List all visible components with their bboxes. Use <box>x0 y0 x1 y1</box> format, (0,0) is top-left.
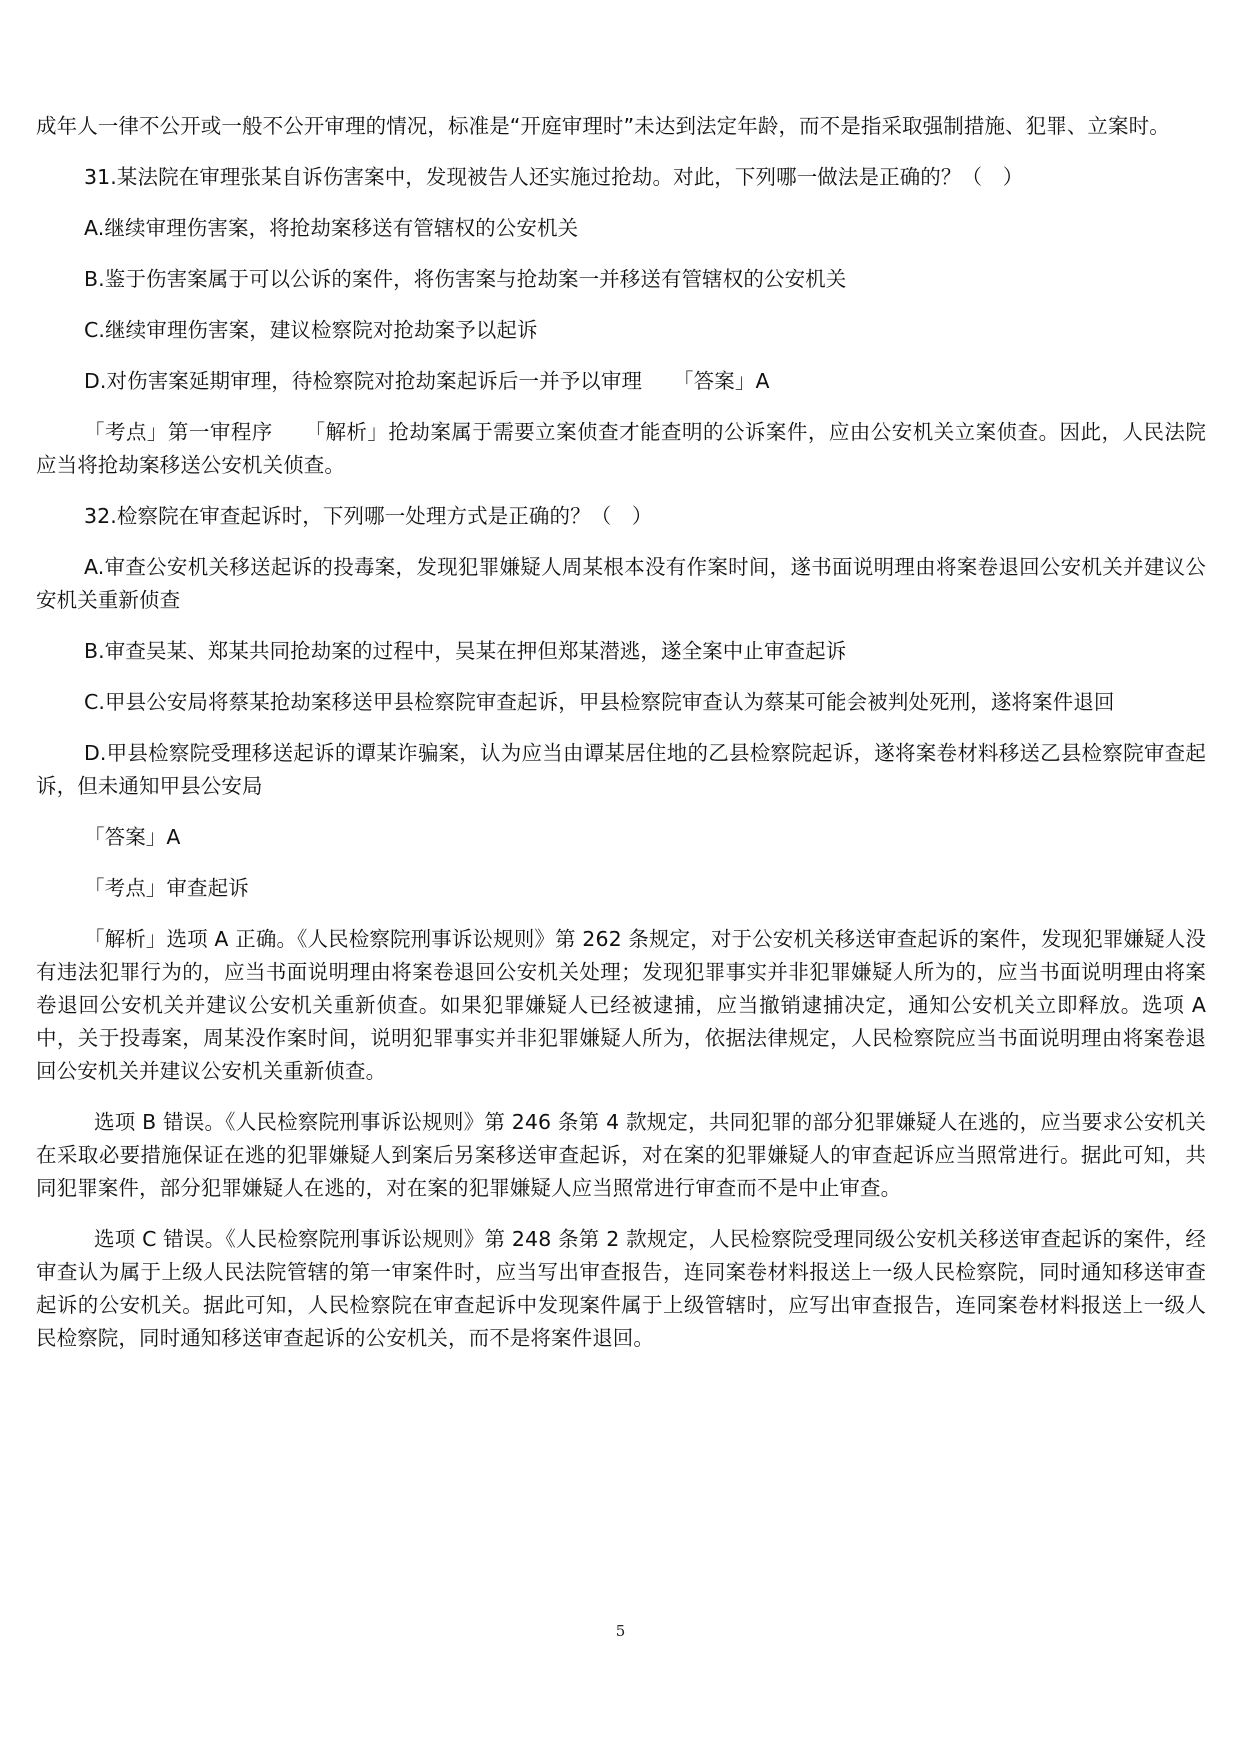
q32-key-point: 「考点」审查起诉 <box>84 876 249 900</box>
q32-answer: 「答案」A <box>84 825 181 849</box>
q32-option-d: D.甲县检察院受理移送起诉的谭某诈骗案，认为应当由谭某居住地的乙县检察院起诉，遂将案卷材料移送乙县检察院审查起诉，但未通知甲县公安局 <box>36 741 1206 798</box>
page-number: 5 <box>615 1622 626 1640</box>
q31-option-b: B.鉴于伤害案属于可以公诉的案件，将伤害案与抢劫案一并移送有管辖权的公安机关 <box>84 267 847 291</box>
question-31: 31.某法院在审理张某自诉伤害案中，发现被告人还实施过抢劫。对此，下列哪一做法是正确的？（ ） <box>84 165 1024 189</box>
q31-option-a: A.继续审理伤害案，将抢劫案移送有管辖权的公安机关 <box>84 216 579 240</box>
q32-analysis-c: 选项 C 错误。《人民检察院刑事诉讼规则》第 248 条第 2 款规定，人民检察院受理同级公安机关移送审查起诉的案件，经审查认为属于上级人民法院管辖的第一审案件时，应当写出审查报告，连同案卷材料报送上一级人民检察院，同时通知移送审查起诉的公安机关。据此可知，人民检察院在审查起诉中发现案件属于上级管辖时，应写出审查报告，连同案卷材料报送上一级人民检察院，同时通知移送审查起诉的公安机关，而不是将案件退回。 <box>36 1227 1206 1350</box>
document-body <box>36 110 1206 1373</box>
q32-analysis-a: 「解析」选项 A 正确。《人民检察院刑事诉讼规则》第 262 条规定，对于公安机关移送审查起诉的案件，发现犯罪嫌疑人没有违法犯罪行为的，应当书面说明理由将案卷退回公安机关处理；发现犯罪事实并非犯罪嫌疑人所为的，应当书面说明理由将案卷退回公安机关并建议公安机关重新侦查。如果犯罪嫌疑人已经被逮捕，应当撤销逮捕决定，通知公安机关立即释放。选项 A 中，关于投毒案，周某没作案时间，说明犯罪事实并非犯罪嫌疑人所为，依据法律规定，人民检察院应当书面说明理由将案卷退回公安机关并建议公安机关重新侦查。 <box>36 927 1206 1083</box>
q32-option-b: B.审查吴某、郑某共同抢劫案的过程中，吴某在押但郑某潜逃，遂全案中止审查起诉 <box>84 639 847 663</box>
q32-analysis-b: 选项 B 错误。《人民检察院刑事诉讼规则》第 246 条第 4 款规定，共同犯罪的部分犯罪嫌疑人在逃的，应当要求公安机关在采取必要措施保证在逃的犯罪嫌疑人到案后另案移送审查起诉，对在案的犯罪嫌疑人的审查起诉应当照常进行。据此可知，共同犯罪案件，部分犯罪嫌疑人在逃的，对在案的犯罪嫌疑人应当照常进行审查而不是中止审查。 <box>36 1110 1206 1200</box>
q31-analysis: 「考点」第一审程序 「解析」抢劫案属于需要立案侦查才能查明的公诉案件，应由公安机关立案侦查。因此，人民法院应当将抢劫案移送公安机关侦查。 <box>36 420 1206 477</box>
paragraph-continuation: 成年人一律不公开或一般不公开审理的情况，标准是“开庭审理时”未达到法定年龄，而不是指采取强制措施、犯罪、立案时。 <box>36 114 1170 138</box>
q31-option-c: C.继续审理伤害案，建议检察院对抢劫案予以起诉 <box>84 318 538 342</box>
q32-option-c: C.甲县公安局将蔡某抢劫案移送甲县检察院审查起诉，甲县检察院审查认为蔡某可能会被判处死刑，遂将案件退回 <box>84 690 1115 714</box>
question-32: 32.检察院在审查起诉时，下列哪一处理方式是正确的？（ ） <box>84 504 653 528</box>
q31-option-d-answer: D.对伤害案延期审理，待检察院对抢劫案起诉后一并予以审理 「答案」A <box>84 369 770 393</box>
q32-option-a: A.审查公安机关移送起诉的投毒案，发现犯罪嫌疑人周某根本没有作案时间，遂书面说明理由将案卷退回公安机关并建议公安机关重新侦查 <box>36 555 1206 612</box>
